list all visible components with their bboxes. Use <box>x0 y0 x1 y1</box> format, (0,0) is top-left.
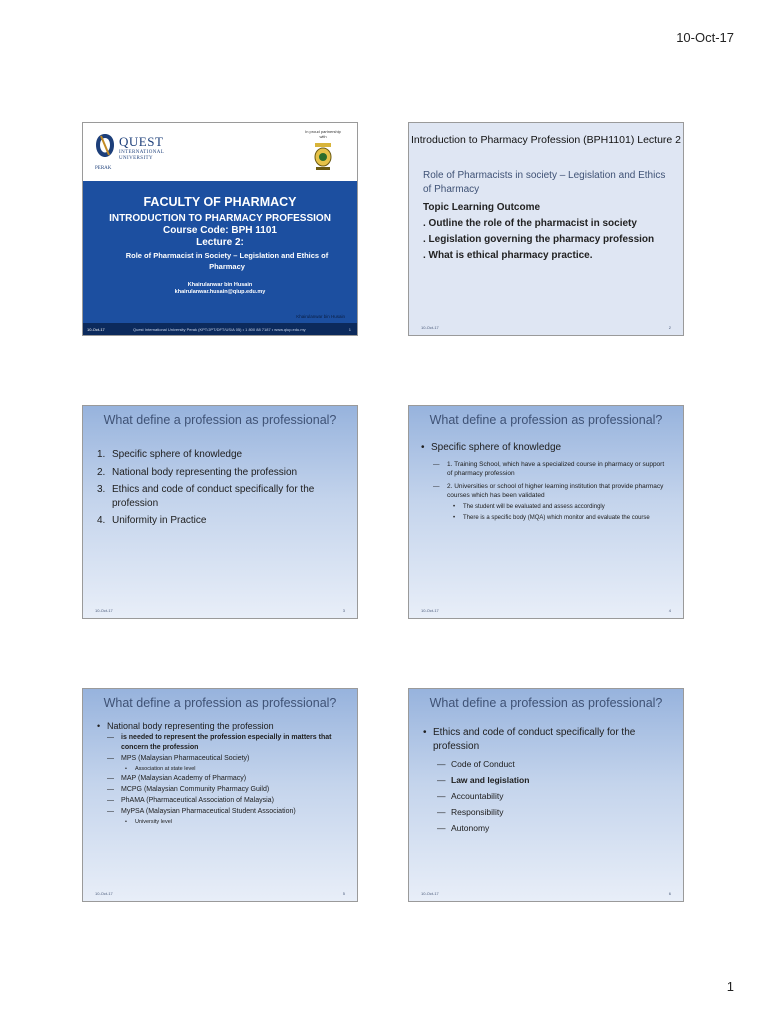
lecture-title: Role of Pharmacist in Society – Legislation and Ethics of Pharmacy <box>125 251 329 271</box>
crest-icon <box>313 141 333 173</box>
slide-footer-number: 3 <box>342 608 345 613</box>
sub-item: — MPS (Malaysian Pharmaceutical Society) <box>107 755 250 762</box>
sub-item: — MCPG (Malaysian Community Pharmacy Guild) <box>107 786 270 793</box>
slide-1-title <box>82 122 358 336</box>
quest-logo-icon <box>95 133 115 159</box>
slide-footer-band <box>83 323 357 335</box>
slide-subheading: Role of Pharmacists in society – Legislation and Ethics of Pharmacy <box>423 170 666 195</box>
sub-item: — is needed to represent the profession especially in matters that concern the profession <box>107 734 332 751</box>
slide-6-ethics <box>408 688 684 902</box>
sub-item: — MyPSA (Malaysian Pharmaceutical Student Association) <box>107 808 296 815</box>
slide-title: What define a profession as professional? <box>103 413 337 427</box>
outcome-item: . Outline the role of the pharmacist in society <box>423 218 637 229</box>
sub-item: — MAP (Malaysian Academy of Pharmacy) <box>107 775 247 782</box>
slide-3-criteria <box>82 405 358 619</box>
outcome-item: . Legislation governing the pharmacy profession <box>423 234 655 245</box>
course-title: INTRODUCTION TO PHARMACY PROFESSION <box>109 213 331 224</box>
sub-item: — PhAMA (Pharmaceutical Association of Malaysia) <box>107 797 274 804</box>
sub-sub-item: • Association at state level <box>125 766 196 772</box>
outcome-item: . What is ethical pharmacy practice. <box>423 250 593 261</box>
list-item: 2. National body representing the profession <box>97 466 298 478</box>
sub-item: — Code of Conduct <box>437 759 515 769</box>
sub-sub-item: • The student will be evaluated and assess accordingly <box>453 503 605 510</box>
sub-item: — Autonomy <box>437 823 490 833</box>
faculty-title: FACULTY OF PHARMACY <box>143 195 297 209</box>
slide-footer-date: 10-Oct-17 <box>421 325 439 330</box>
slide-2-overview <box>408 122 684 336</box>
slide-4-knowledge <box>408 405 684 619</box>
logo-main-text: QUEST <box>119 134 164 149</box>
logo-line-2: INTERNATIONAL <box>119 150 165 155</box>
sub-sub-item: • University level <box>125 819 172 825</box>
sub-item: — 2. Universities or school of higher learning institution that provide pharmacy courses which has been validated <box>433 482 664 499</box>
bullet-item: • National body representing the profession <box>97 721 274 731</box>
slide-heading: Introduction to Pharmacy Profession (BPH1101) Lecture 2 <box>410 134 682 146</box>
slide-footer-date: 10-Oct-17 <box>421 608 439 613</box>
lecture-label: Lecture 2: <box>196 237 244 248</box>
page-number: 1 <box>726 979 734 994</box>
slide-footer-text: Quest International University Perak (KPT/JPT/DFT/US/A 05) • 1 800 88 7187 • www.qiup.edu.my <box>133 327 306 332</box>
slide-5-national-body <box>82 688 358 902</box>
slide-footer-number: 5 <box>342 891 345 896</box>
author-tag: Khairulanwar bin Husain <box>296 314 345 319</box>
slide-footer-date: 10-Oct-17 <box>421 891 439 896</box>
slide-footer-date: 10-Oct-17 <box>87 327 105 332</box>
list-item: 1. Specific sphere of knowledge <box>97 449 243 460</box>
slide-footer-number: 2 <box>668 325 671 330</box>
slide-footer-date: 10-Oct-17 <box>95 891 113 896</box>
sub-item: — Accountability <box>437 791 504 801</box>
tlo-label: Topic Learning Outcome <box>423 202 541 213</box>
slide-title: What define a profession as professional? <box>429 696 663 710</box>
sub-item: — 1. Training School, which have a specialized course in pharmacy or support of pharmacy profession <box>433 460 665 477</box>
list-item: 4. Uniformity in Practice <box>97 515 207 526</box>
sub-item: — Law and legislation <box>437 775 530 785</box>
slide-title: What define a profession as professional? <box>103 696 337 710</box>
lecturer-email: khairulanwar.husain@qiup.edu.my <box>174 289 266 295</box>
slide-footer-number: 6 <box>668 891 671 896</box>
course-code: Course Code: BPH 1101 <box>163 225 277 236</box>
logo-sub-text: PERAK <box>95 166 112 171</box>
lecturer-name: Khairulanwar bin Husain <box>187 282 253 288</box>
bullet-item: • Specific sphere of knowledge <box>421 442 562 453</box>
partner-text: In proud partnership with <box>305 129 341 139</box>
slide-footer-number: 4 <box>668 608 671 613</box>
sub-sub-item: • There is a specific body (MQA) which monitor and evaluate the course <box>453 514 650 521</box>
logo-line-3: UNIVERSITY <box>119 156 153 161</box>
slide-footer-date: 10-Oct-17 <box>95 608 113 613</box>
list-item: 3. Ethics and code of conduct specifically for the profession <box>97 484 315 509</box>
slide-footer-number: 1 <box>348 327 351 332</box>
page-date: 10-Oct-17 <box>676 30 734 45</box>
slide-title: What define a profession as professional? <box>429 413 663 427</box>
sub-item: — Responsibility <box>437 807 504 817</box>
bullet-item: • Ethics and code of conduct specifically for the profession <box>423 727 636 752</box>
